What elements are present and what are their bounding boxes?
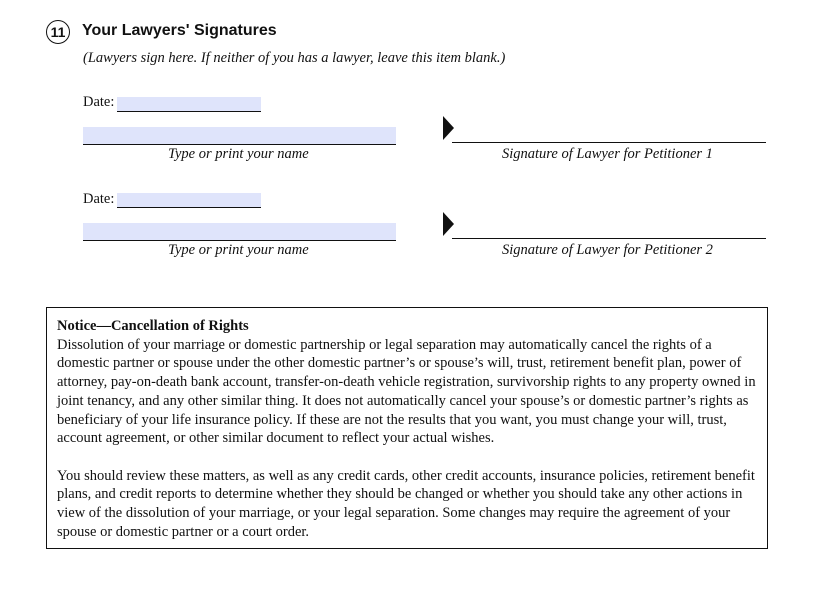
signature-caption-petitioner-1: Signature of Lawyer for Petitioner 1 <box>502 146 713 162</box>
item-number-badge: 11 <box>46 20 70 44</box>
section-instruction: (Lawyers sign here. If neither of you has a lawyer, leave this item blank.) <box>83 50 506 66</box>
sign-here-arrow-icon <box>443 116 454 140</box>
date-field-petitioner-2[interactable] <box>117 193 261 208</box>
signature-line-petitioner-2[interactable] <box>452 238 766 239</box>
lawyer-name-field-petitioner-2[interactable] <box>83 223 396 241</box>
date-label-petitioner-2: Date: <box>83 191 115 207</box>
date-field-petitioner-1[interactable] <box>117 97 261 112</box>
notice-paragraph-2: You should review these matters, as well as any credit cards, other credit accounts, insurance policies, retirement benefit plans, and credit reports to determine whether they should be changed or whether you should take any other actions in view of the dissolution of your marriage, or your legal separation. Some changes may require the agreement of your spouse or domestic partner or a court order. <box>57 467 755 540</box>
section-title: Your Lawyers' Signatures <box>82 22 277 39</box>
notice-paragraph-1: Dissolution of your marriage or domestic partnership or legal separation may automatically cancel the rights of a domestic partner or spouse under the other domestic partner’s or spouse’s will, trust, retirement benefit plan, power of attorney, pay-on-death bank account, transfer-on-death vehicle registration, survivorship rights to any property owned in joint tenancy, and any other similar thing. It does not automatically cancel your spouse’s or domestic partner’s rights as beneficiary of your life insurance policy. If these are not the results that you want, you must change your will, trust, account agreement, or other similar document to reflect your actual wishes. <box>57 336 756 447</box>
notice-title: Notice—Cancellation of Rights <box>57 318 249 334</box>
sign-here-arrow-icon <box>443 212 454 236</box>
name-caption-petitioner-1: Type or print your name <box>168 146 309 162</box>
name-caption-petitioner-2: Type or print your name <box>168 242 309 258</box>
signature-line-petitioner-1[interactable] <box>452 142 766 143</box>
signature-caption-petitioner-2: Signature of Lawyer for Petitioner 2 <box>502 242 713 258</box>
date-label-petitioner-1: Date: <box>83 94 115 110</box>
lawyer-name-field-petitioner-1[interactable] <box>83 127 396 145</box>
notice-box <box>46 307 768 549</box>
